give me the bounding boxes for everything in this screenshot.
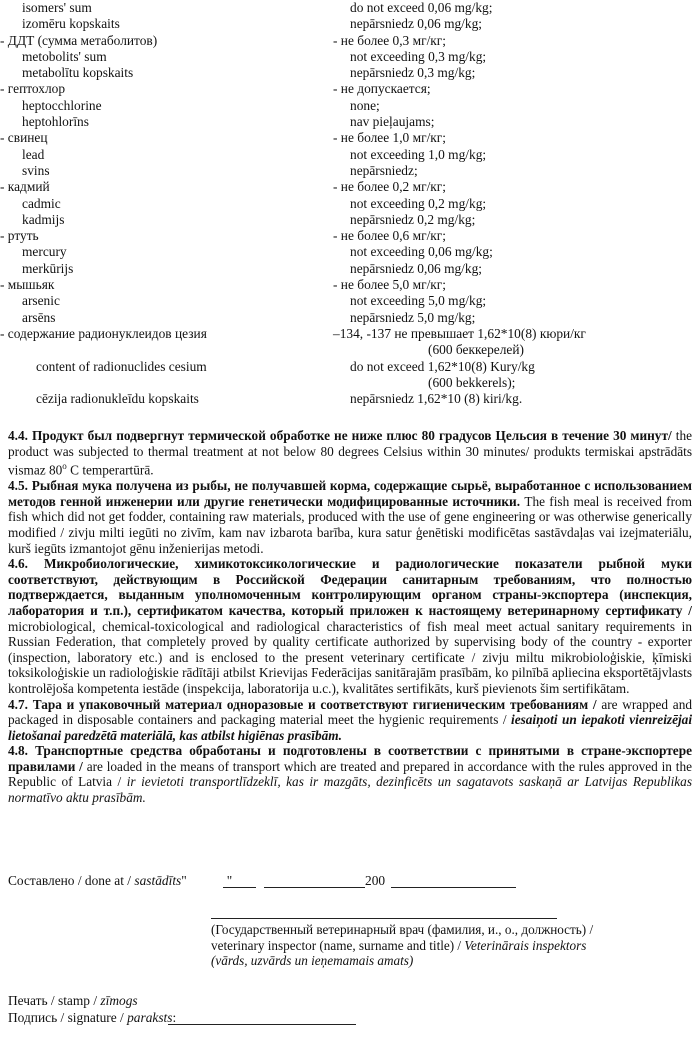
residue-row bbox=[0, 212, 700, 228]
clause-4-6-ru: Микробиологические, химикотоксикологические и радиологические показатели рыбной муки соответствуют, действующим в Российской Федерации санитарным требованиям, что полностью подтверждается, выданным уполномоченным контролирующим органом страны-экспортера (инспекция, лаборатория и т.п.), сертификатом качества, который приложен к настоящему ветеринарному сертификату / bbox=[8, 556, 692, 618]
clause-body bbox=[8, 428, 692, 806]
residue-limit-value: - не более 1,0 мг/кг; bbox=[333, 130, 447, 146]
year-prefix: 200 bbox=[365, 873, 386, 888]
clause-4-7-ru: Тара и упаковочный материал одноразовые и соответствуют гигиеническим требованиям / bbox=[32, 696, 597, 712]
clause-4-4-ru: Продукт был подвергнут термической обработке не ниже плюс 80 градусов Цельсия в течение 30 минут/ bbox=[32, 428, 672, 443]
residue-substance-label: - мышьяк bbox=[0, 277, 55, 293]
clause-4-8-en: are loaded in the means of transport which are treated and prepared in accordance with the rules approved in the Republic of Latvia / bbox=[8, 758, 692, 790]
inspector-caption-lv-inline: Veterinārais inspektors bbox=[464, 937, 587, 953]
residue-substance-label: - кадмий bbox=[0, 179, 50, 195]
signature-label: Подпись / signature / bbox=[8, 1009, 128, 1025]
residue-substance-label: metabolītu kopskaits bbox=[22, 65, 134, 81]
residue-limit-value: - не более 0,2 мг/кг; bbox=[333, 179, 447, 195]
residue-substance-label: mercury bbox=[22, 244, 67, 260]
residue-limit-value: not exceeding 0,2 mg/kg; bbox=[350, 195, 487, 211]
residue-row bbox=[0, 114, 700, 130]
residue-limit-value: nepārsniedz 1,62*10 (8) kiri/kg. bbox=[350, 391, 523, 407]
clause-4-6-number: 4.6. bbox=[8, 556, 28, 572]
inspector-caption-en-lv bbox=[211, 937, 587, 954]
residue-substance-label: - ртуть bbox=[0, 228, 39, 244]
stamp-label: Печать / stamp / bbox=[8, 993, 101, 1008]
day-blank-field[interactable] bbox=[223, 887, 256, 888]
clause-4-6 bbox=[8, 556, 692, 696]
clause-4-5-number: 4.5. bbox=[8, 478, 28, 494]
residue-row bbox=[0, 244, 700, 260]
residue-substance-label: arsenic bbox=[22, 293, 60, 309]
residue-substance-label: svins bbox=[22, 162, 50, 178]
clause-4-4-en: the product was subjected to thermal treatment at not below 80 degrees Celsius within 30 minutes/ bbox=[8, 428, 692, 459]
residue-limit-value: nepārsniedz 0,2 mg/kg; bbox=[350, 211, 476, 227]
clause-4-7-en: are wrapped and packaged in disposable containers and packaging material meet the hygienic requirements / bbox=[8, 696, 692, 728]
done-at-label-lv: sastādīts bbox=[134, 873, 182, 888]
residue-limit-value: nepārsniedz 5,0 mg/kg; bbox=[350, 309, 476, 325]
done-at-label: Составлено / done at / sastādīts" " bbox=[8, 873, 233, 888]
place-blank-field[interactable] bbox=[391, 887, 516, 888]
clause-4-4-number: 4.4. bbox=[8, 428, 28, 443]
residue-row bbox=[0, 98, 700, 114]
stamp-signature-block bbox=[8, 993, 692, 1026]
clause-4-8-number: 4.8. bbox=[8, 743, 28, 759]
residue-substance-label: content of radionuclides cesium bbox=[36, 358, 207, 374]
residue-row bbox=[0, 179, 700, 195]
residue-limit-value: not exceeding 1,0 mg/kg; bbox=[350, 146, 487, 162]
residue-limit-value: - не более 0,3 мг/кг; bbox=[333, 32, 447, 48]
residue-substance-label: - содержание радионуклеидов цезия bbox=[0, 325, 207, 341]
clause-4-4 bbox=[8, 428, 692, 478]
residue-limit-value: not exceeding 0,06 mg/kg; bbox=[350, 244, 493, 260]
clause-4-6-lv: zivju miltu mikrobioloģiskie, ķīmiski toksikoloģiskie un radioloģiskie rādītāji atbilst Krievijas Federācijas sanitārajām prasībām, ko pilnībā apliecina eksportētājvlasts kontrolējoša kompetenta iestāde (inspekcija, laboratorija u.c.), kvalitātes sertifikāts, kurš pievienots šim sertifikātam. bbox=[8, 649, 692, 696]
residue-row bbox=[0, 228, 700, 244]
clause-4-5 bbox=[8, 478, 692, 556]
clause-4-6-en: microbiological, chemical-toxicological and radiological characteristics of fish meal meet actual sanitary requirements in Russian Federation, that completely proved by quality certificate authorized by supervising body of the country - exporter (inspection, laboratory etc.) and is enclosed to the present veterinary certificate / bbox=[8, 618, 692, 665]
residue-row bbox=[0, 326, 700, 342]
residue-substance-label: kadmijs bbox=[22, 211, 65, 227]
residue-row bbox=[0, 65, 700, 81]
residue-limit-value: (600 bekkerels); bbox=[428, 374, 516, 390]
quote-open: " bbox=[181, 873, 187, 888]
quote-close: " bbox=[226, 873, 233, 888]
residue-row bbox=[0, 163, 700, 179]
residue-substance-label: lead bbox=[22, 146, 45, 162]
residue-limit-value: nepārsniedz 0,06 mg/kg; bbox=[350, 16, 483, 32]
residue-limit-value: none; bbox=[350, 97, 380, 113]
residue-limit-value: do not exceed 1,62*10(8) Kury/kg bbox=[350, 358, 535, 374]
degree-superscript: o bbox=[62, 461, 67, 472]
residue-substance-label: arsēns bbox=[22, 309, 56, 325]
clause-4-8-lv: ir ievietoti transportlīdzeklī, kas ir mazgāts, dezinficēts un sagatavots saskaņā ar Latvijas Republikas normatīvo aktu prasībām. bbox=[8, 774, 692, 806]
clause-4-7-lv: iesaiņoti un iepakoti vienreizējai lietošanai paredzētā materiālā, kas atbilst higiēnas prasībām. bbox=[8, 712, 693, 743]
clause-4-5-en: The fish meal is received from fish which did not get fodder, containing raw materials, produced with the use of gene engineering or was otherwise generically modified / bbox=[8, 493, 692, 540]
signature-row bbox=[8, 1010, 692, 1027]
clause-4-5-ru: Рыбная мука получена из рыбы, не получавшей корма, содержащие сырьё, выработанное с использованием методов генной инженерии или другие генетически модифицированные источники. bbox=[8, 478, 692, 509]
clause-4-7-number: 4.7. bbox=[8, 696, 28, 712]
residue-row bbox=[0, 147, 700, 163]
residue-substance-label: cēzija radionukleīdu kopskaits bbox=[36, 391, 199, 407]
inspector-caption-ru: (Государственный ветеринарный врач (фамилия, и., о., должность) / bbox=[211, 922, 594, 937]
clause-4-8 bbox=[8, 743, 692, 805]
residue-substance-label: - ДДТ (сумма метаболитов) bbox=[0, 32, 158, 48]
residue-row bbox=[0, 16, 700, 32]
inspector-caption-lv: (vārds, uzvārds un ieņemamais amats) bbox=[211, 953, 414, 969]
residue-limit-value: (600 беккерелей) bbox=[428, 342, 524, 358]
done-at-row bbox=[8, 872, 692, 892]
residue-limit-value: nav pieļaujams; bbox=[350, 114, 435, 130]
residue-row bbox=[0, 391, 700, 407]
clause-4-7 bbox=[8, 697, 692, 744]
clause-4-8-ru: Транспортные средства обработаны и подготовлены в соответствии с принятыми в стране-экспортере правилами / bbox=[8, 743, 692, 774]
residue-row bbox=[0, 49, 700, 65]
residue-substance-label: - гептохлор bbox=[0, 81, 66, 97]
residue-row bbox=[0, 375, 700, 391]
residue-limit-value: nepārsniedz; bbox=[350, 162, 418, 178]
residue-limit-value: not exceeding 0,3 mg/kg; bbox=[350, 48, 487, 64]
clause-4-4-lv-post: C temperartūrā. bbox=[66, 462, 154, 478]
residue-limit-value: do not exceed 0,06 mg/kg; bbox=[350, 0, 493, 15]
residue-row bbox=[0, 33, 700, 49]
residue-limit-value: not exceeding 5,0 mg/kg; bbox=[350, 293, 487, 309]
residue-row bbox=[0, 261, 700, 277]
residue-limit-value: nepārsniedz 0,06 mg/kg; bbox=[350, 260, 483, 276]
residue-substance-label: - свинец bbox=[0, 130, 48, 146]
residue-limit-value: - не более 5,0 мг/кг; bbox=[333, 277, 447, 293]
residue-substance-label: isomers' sum bbox=[22, 0, 92, 15]
residue-row bbox=[0, 277, 700, 293]
residue-row bbox=[0, 130, 700, 146]
signature-blank-field[interactable] bbox=[168, 1024, 356, 1025]
residue-row bbox=[0, 196, 700, 212]
residue-limits-table bbox=[0, 0, 700, 407]
residue-row bbox=[0, 359, 700, 375]
residue-row bbox=[0, 0, 700, 16]
residue-substance-label: heptohlorīns bbox=[22, 114, 89, 130]
signature-label-lv: paraksts bbox=[127, 1009, 173, 1025]
residue-limit-value: - не более 0,6 мг/кг; bbox=[333, 228, 447, 244]
residue-row bbox=[0, 342, 700, 358]
residue-row bbox=[0, 310, 700, 326]
month-blank-field[interactable] bbox=[264, 887, 365, 888]
inspector-caption-block bbox=[211, 918, 594, 969]
residue-limit-value: - не допускается; bbox=[333, 81, 431, 97]
residue-substance-label: merkūrijs bbox=[22, 260, 74, 276]
clause-4-5-lv: zivju milti iegūti no zivīm, kam nav izbarota barība, kura satur ģenētiski modificētas sastāvdaļas vai izejmateriālu, kurš iegūts izmantojot gēnu inženierijas metodi. bbox=[8, 524, 693, 556]
residue-substance-label: heptocchlorine bbox=[22, 97, 102, 113]
residue-limit-value: –134, -137 не превышает 1,62*10(8) кюри/кг bbox=[333, 325, 586, 341]
residue-substance-label: metobolits' sum bbox=[22, 48, 107, 64]
residue-row bbox=[0, 81, 700, 97]
residue-substance-label: izomēru kopskaits bbox=[22, 16, 120, 32]
signature-colon: : bbox=[172, 1009, 177, 1025]
residue-row bbox=[0, 293, 700, 309]
inspector-caption-en: veterinary inspector (name, surname and title) / bbox=[211, 937, 465, 953]
stamp-label-lv: zīmogs bbox=[100, 993, 138, 1008]
inspector-signature-rule[interactable] bbox=[211, 918, 557, 919]
stamp-row bbox=[8, 993, 692, 1010]
clause-4-4-lv-pre: produkts termiskai apstrādāts vismaz 80 bbox=[8, 443, 693, 478]
residue-limit-value: nepārsniedz 0,3 mg/kg; bbox=[350, 65, 476, 81]
residue-substance-label: cadmic bbox=[22, 195, 61, 211]
